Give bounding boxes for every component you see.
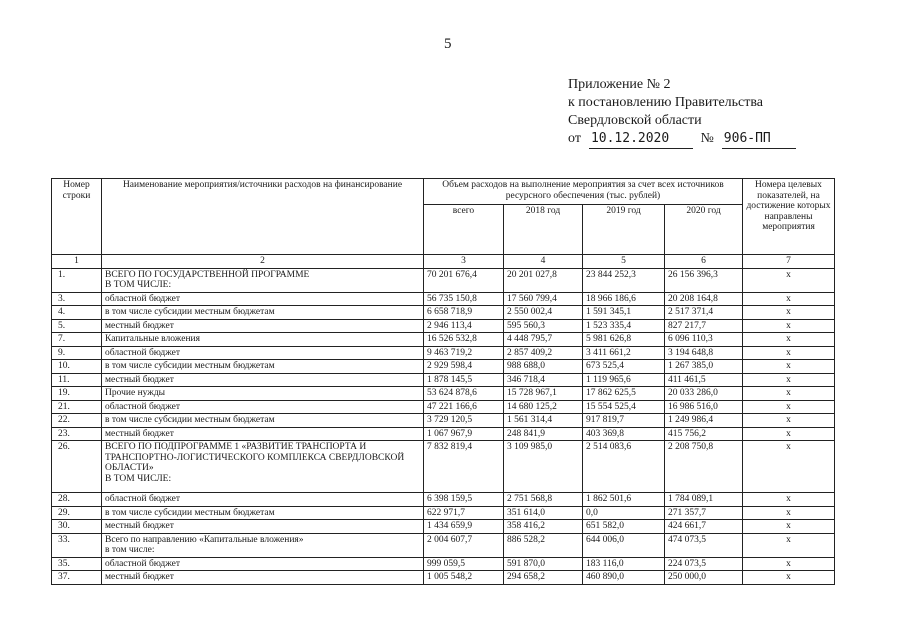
resolution-number: 906-ПП [722,130,796,149]
row-2019: 5 981 626,8 [583,333,665,347]
row-name: местный бюджет [102,571,424,585]
row-2018: 346 718,4 [504,373,583,387]
row-2019: 1 523 335,4 [583,319,665,333]
row-total: 6 398 159,5 [424,493,504,507]
row-2018: 248 841,9 [504,427,583,441]
table-row [52,414,835,428]
row-total: 1 878 145,5 [424,373,504,387]
row-number: 37. [52,571,102,585]
table-row [52,292,835,306]
appendix-title: Приложение № 2 [568,77,671,92]
row-2018: 2 550 002,4 [504,306,583,320]
row-target: x [743,360,835,374]
row-number: 11. [52,373,102,387]
column-index: 4 [504,255,583,269]
page-number: 5 [444,36,452,52]
row-name: местный бюджет [102,427,424,441]
row-number: 4. [52,306,102,320]
row-2020: 474 073,5 [665,533,743,557]
date-prefix: от [568,131,581,146]
row-name: местный бюджет [102,319,424,333]
table-row [52,493,835,507]
row-2018: 358 416,2 [504,520,583,534]
row-2020: 20 033 286,0 [665,387,743,401]
table-row [52,520,835,534]
row-2019: 403 369,8 [583,427,665,441]
row-target: x [743,493,835,507]
row-name: ВСЕГО ПО ГОСУДАРСТВЕННОЙ ПРОГРАММЕ В ТОМ ЧИСЛЕ: [102,268,424,292]
row-2018: 886 528,2 [504,533,583,557]
row-total: 2 946 113,4 [424,319,504,333]
row-number: 23. [52,427,102,441]
row-target: x [743,333,835,347]
appendix-resolution: к постановлению Правительства [568,95,764,110]
table-row [52,319,835,333]
table-row [52,533,835,557]
row-number: 1. [52,268,102,292]
row-2020: 26 156 396,3 [665,268,743,292]
table-row [52,441,835,493]
row-2020: 827 217,7 [665,319,743,333]
column-index: 3 [424,255,504,269]
column-index: 5 [583,255,665,269]
row-total: 1 434 659,9 [424,520,504,534]
row-total: 9 463 719,2 [424,346,504,360]
column-index: 1 [52,255,102,269]
row-number: 35. [52,557,102,571]
row-number: 3. [52,292,102,306]
row-name: местный бюджет [102,520,424,534]
row-name: ВСЕГО ПО ПОДПРОГРАММЕ 1 «РАЗВИТИЕ ТРАНСПОРТА И ТРАНСПОРТНО-ЛОГИСТИЧЕСКОГО КОМПЛЕКСА СВЕРДЛОВСКОЙ ОБЛАСТИ» В ТОМ ЧИСЛЕ: [102,441,424,493]
row-number: 19. [52,387,102,401]
row-2019: 673 525,4 [583,360,665,374]
row-total: 70 201 676,4 [424,268,504,292]
row-2020: 6 096 110,3 [665,333,743,347]
row-name: областной бюджет [102,400,424,414]
row-2020: 224 073,5 [665,557,743,571]
row-name: в том числе субсидии местным бюджетам [102,414,424,428]
row-2020: 415 756,2 [665,427,743,441]
row-number: 29. [52,506,102,520]
row-2020: 1 249 986,4 [665,414,743,428]
row-name: областной бюджет [102,557,424,571]
header-name: Наименование мероприятия/источники расходов на финансирование [102,179,424,255]
table-row [52,400,835,414]
appendix-date-number [568,130,796,149]
row-total: 7 832 819,4 [424,441,504,493]
row-2018: 591 870,0 [504,557,583,571]
row-2018: 20 201 027,8 [504,268,583,292]
row-2019: 644 006,0 [583,533,665,557]
row-2020: 271 357,7 [665,506,743,520]
row-2018: 15 728 967,1 [504,387,583,401]
row-target: x [743,441,835,493]
column-index: 6 [665,255,743,269]
row-target: x [743,571,835,585]
row-target: x [743,414,835,428]
row-number: 10. [52,360,102,374]
row-total: 56 735 150,8 [424,292,504,306]
table-row [52,506,835,520]
row-2019: 1 862 501,6 [583,493,665,507]
table-row [52,427,835,441]
row-name: Всего по направлению «Капитальные вложения» в том числе: [102,533,424,557]
row-number: 21. [52,400,102,414]
row-number: 5. [52,319,102,333]
row-2019: 460 890,0 [583,571,665,585]
row-target: x [743,268,835,292]
row-name: областной бюджет [102,346,424,360]
row-total: 1 067 967,9 [424,427,504,441]
header-row-number: Номер строки [52,179,102,255]
row-total: 6 658 718,9 [424,306,504,320]
table-row [52,268,835,292]
header-targets: Номера целевых показателей, на достижение которых направлены мероприятия [743,179,835,255]
appendix-block [568,76,796,149]
expenditure-table [51,178,835,585]
row-name: в том числе субсидии местным бюджетам [102,306,424,320]
column-index-row [52,255,835,269]
row-2019: 15 554 525,4 [583,400,665,414]
row-2020: 424 661,7 [665,520,743,534]
row-2018: 3 109 985,0 [504,441,583,493]
row-target: x [743,506,835,520]
appendix-region: Свердловской области [568,113,702,128]
header-volume: Объем расходов на выполнение мероприятия за счет всех источников ресурсного обеспечения (тыс. рублей) [424,179,743,205]
row-total: 1 005 548,2 [424,571,504,585]
row-2018: 2 751 568,8 [504,493,583,507]
row-number: 33. [52,533,102,557]
table-row [52,306,835,320]
table-row [52,346,835,360]
row-2019: 18 966 186,6 [583,292,665,306]
row-target: x [743,557,835,571]
number-prefix: № [700,131,714,146]
table-row [52,387,835,401]
row-2020: 2 208 750,8 [665,441,743,493]
table-row [52,571,835,585]
row-2020: 16 986 516,0 [665,400,743,414]
row-total: 3 729 120,5 [424,414,504,428]
row-target: x [743,373,835,387]
row-2020: 1 784 089,1 [665,493,743,507]
row-target: x [743,387,835,401]
header-2019: 2019 год [583,205,665,255]
row-name: областной бюджет [102,292,424,306]
row-total: 622 971,7 [424,506,504,520]
row-total: 47 221 166,6 [424,400,504,414]
row-2018: 595 560,3 [504,319,583,333]
row-target: x [743,533,835,557]
row-2020: 1 267 385,0 [665,360,743,374]
row-total: 16 526 532,8 [424,333,504,347]
row-number: 9. [52,346,102,360]
table-row [52,557,835,571]
header-2020: 2020 год [665,205,743,255]
row-2018: 2 857 409,2 [504,346,583,360]
row-number: 22. [52,414,102,428]
table-row [52,333,835,347]
row-target: x [743,306,835,320]
row-target: x [743,292,835,306]
row-2019: 3 411 661,2 [583,346,665,360]
row-target: x [743,319,835,333]
row-number: 30. [52,520,102,534]
header-2018: 2018 год [504,205,583,255]
row-2020: 3 194 648,8 [665,346,743,360]
row-2019: 17 862 625,5 [583,387,665,401]
row-target: x [743,520,835,534]
row-target: x [743,346,835,360]
row-2019: 1 119 965,6 [583,373,665,387]
row-2018: 17 560 799,4 [504,292,583,306]
row-2018: 4 448 795,7 [504,333,583,347]
resolution-date: 10.12.2020 [589,130,693,149]
row-2020: 411 461,5 [665,373,743,387]
row-2019: 917 819,7 [583,414,665,428]
row-target: x [743,400,835,414]
row-name: Капитальные вложения [102,333,424,347]
row-number: 28. [52,493,102,507]
row-name: в том числе субсидии местным бюджетам [102,506,424,520]
row-number: 7. [52,333,102,347]
row-2019: 2 514 083,6 [583,441,665,493]
row-2019: 1 591 345,1 [583,306,665,320]
row-name: областной бюджет [102,493,424,507]
row-2018: 294 658,2 [504,571,583,585]
row-2018: 14 680 125,2 [504,400,583,414]
row-name: местный бюджет [102,373,424,387]
row-2019: 183 116,0 [583,557,665,571]
row-name: Прочие нужды [102,387,424,401]
row-2020: 250 000,0 [665,571,743,585]
row-total: 53 624 878,6 [424,387,504,401]
row-target: x [743,427,835,441]
row-total: 2 929 598,4 [424,360,504,374]
row-2020: 2 517 371,4 [665,306,743,320]
row-2019: 0,0 [583,506,665,520]
header-total: всего [424,205,504,255]
row-2018: 351 614,0 [504,506,583,520]
row-name: в том числе субсидии местным бюджетам [102,360,424,374]
row-total: 2 004 607,7 [424,533,504,557]
table-row [52,373,835,387]
row-total: 999 059,5 [424,557,504,571]
row-2019: 23 844 252,3 [583,268,665,292]
column-index: 2 [102,255,424,269]
row-2018: 1 561 314,4 [504,414,583,428]
row-2019: 651 582,0 [583,520,665,534]
row-2020: 20 208 164,8 [665,292,743,306]
column-index: 7 [743,255,835,269]
table-row [52,360,835,374]
row-2018: 988 688,0 [504,360,583,374]
row-number: 26. [52,441,102,493]
